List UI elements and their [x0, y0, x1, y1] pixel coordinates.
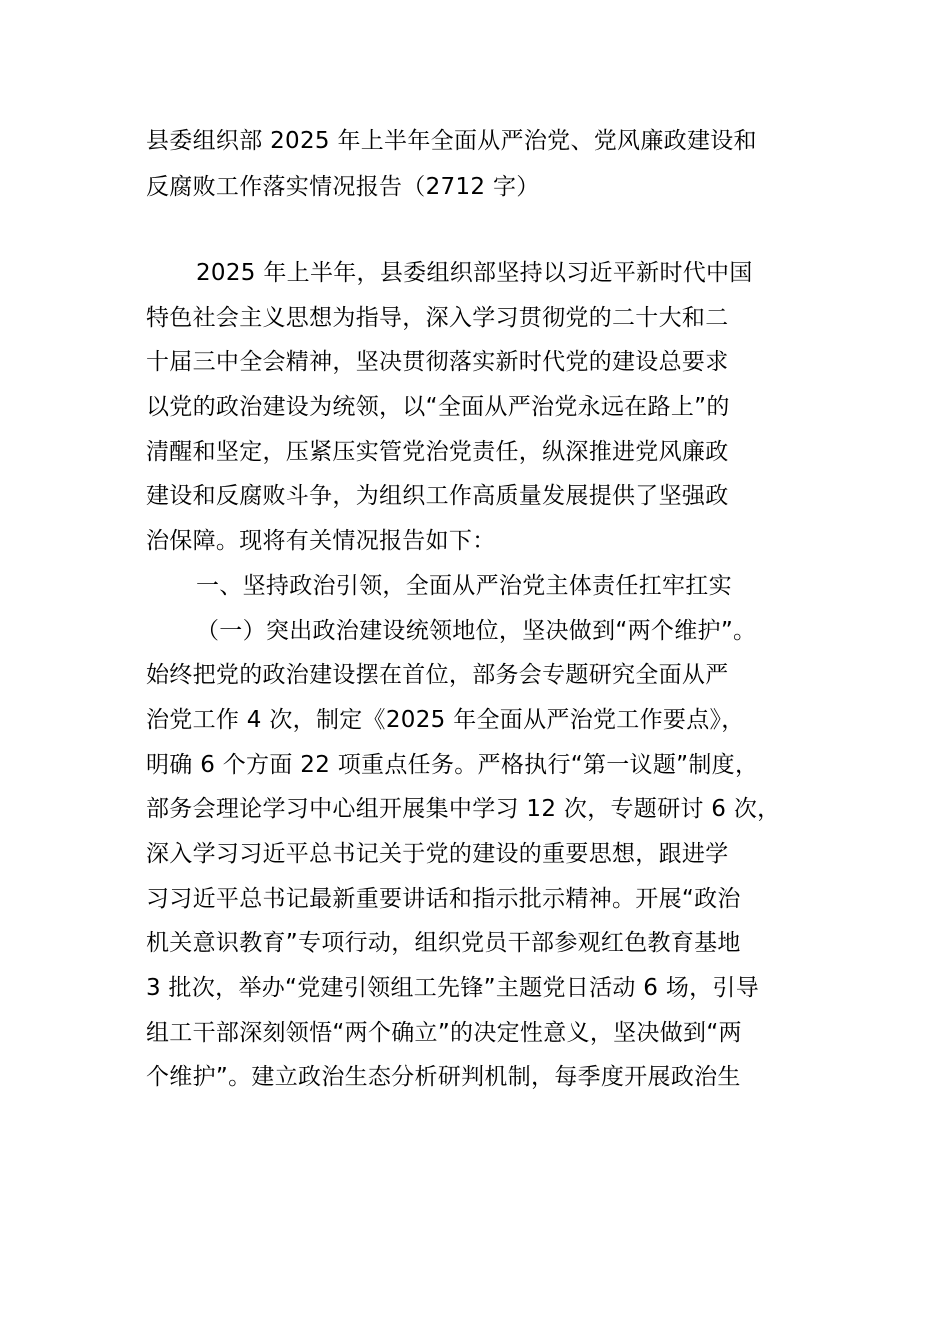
body-line: 清醒和坚定，压紧压实管党治党责任，纵深推进党风廉政 — [146, 438, 729, 465]
body-line: 2025 年上半年，县委组织部坚持以习近平新时代中国 — [196, 260, 753, 286]
title-line: 反腐败工作落实情况报告（2712 字） — [146, 174, 540, 200]
body-line: 以党的政治建设为统领，以“全面从严治党永远在路上”的 — [146, 394, 730, 421]
body-line: 个维护”。建立政治生态分析研判机制，每季度开展政治生 — [146, 1064, 741, 1091]
document-title — [146, 118, 826, 210]
body-line: 组工干部深刻领悟“两个确立”的决定性意义，坚决做到“两 — [146, 1019, 742, 1046]
body-line: 机关意识教育”专项行动，组织党员干部参观红色教育基地 — [146, 930, 741, 957]
body-line: 3 批次，举办“党建引领组工先锋”主题党日活动 6 场，引导 — [146, 975, 760, 1001]
body-line: 治党工作 4 次，制定《2025 年全面从严治党工作要点》， — [146, 706, 745, 733]
body-line: 治保障。现将有关情况报告如下： — [146, 528, 496, 555]
section-heading: 一、坚持政治引领，全面从严治党主体责任扛牢扛实 — [196, 572, 732, 599]
body-line: 深入学习习近平总书记关于党的建设的重要思想，跟进学 — [146, 840, 729, 867]
body-line: 习习近平总书记最新重要讲话和指示批示精神。开展“政治 — [146, 885, 741, 912]
title-line: 县委组织部 2025 年上半年全面从严治党、党风廉政建设和 — [146, 128, 757, 154]
body-line: 部务会理论学习中心组开展集中学习 12 次，专题研讨 6 次， — [146, 796, 781, 823]
subsection-heading: （一）突出政治建设统领地位，坚决做到“两个维护”。 — [196, 617, 757, 644]
body-line: 明确 6 个方面 22 项重点任务。严格执行“第一议题”制度， — [146, 751, 759, 778]
body-line: 始终把党的政治建设摆在首位，部务会专题研究全面从严 — [146, 662, 729, 689]
document-body — [146, 251, 846, 1100]
body-line: 十届三中全会精神，坚决贯彻落实新时代党的建设总要求 — [146, 349, 729, 376]
body-line: 建设和反腐败斗争，为组织工作高质量发展提供了坚强政 — [146, 483, 729, 510]
body-line: 特色社会主义思想为指导，深入学习贯彻党的二十大和二 — [146, 304, 729, 331]
